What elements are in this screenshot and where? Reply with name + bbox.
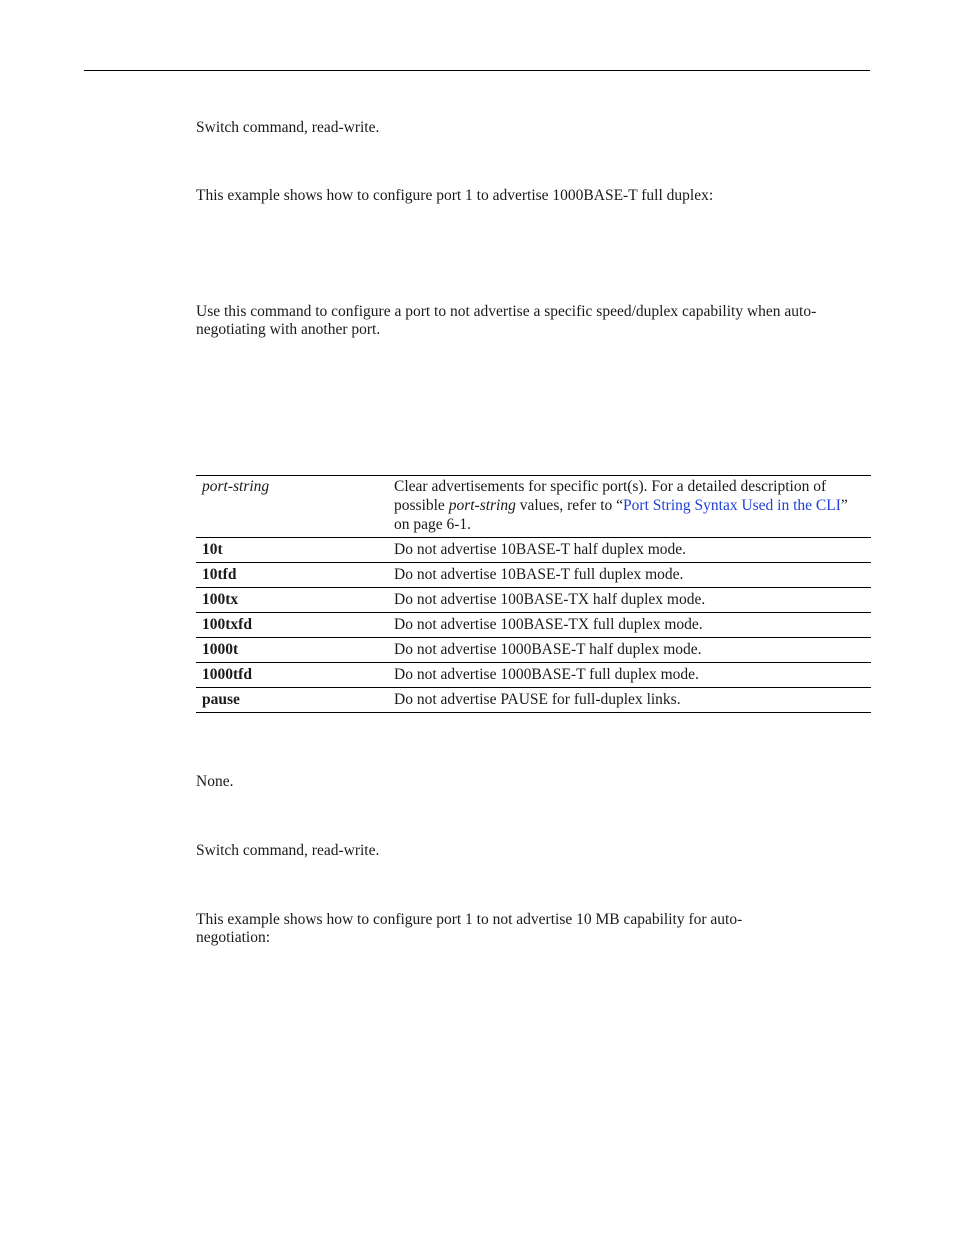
param-name: 100tx	[196, 588, 382, 613]
table-row	[196, 613, 871, 638]
desc-text: values, refer to “	[515, 497, 624, 514]
desc-text: ” on page 6-1.	[394, 497, 848, 533]
param-description: Do not advertise PAUSE for full-duplex links.	[382, 688, 871, 713]
mode-text-2: Switch command, read-write.	[196, 842, 380, 859]
param-name: 10tfd	[196, 563, 382, 588]
param-description: Do not advertise 100BASE-TX half duplex mode.	[382, 588, 871, 613]
desc-text: Clear advertisements for specific port(s). For a detailed description of possible	[394, 478, 827, 514]
desc-italic: port-string	[448, 497, 516, 514]
table-row	[196, 688, 871, 713]
param-description: Do not advertise 1000BASE-T full duplex mode.	[382, 663, 871, 688]
param-description: Do not advertise 10BASE-T full duplex mode.	[382, 563, 871, 588]
param-description: Do not advertise 100BASE-TX full duplex mode.	[382, 613, 871, 638]
defaults-text: None.	[196, 773, 234, 790]
mode-text-1: Switch command, read-write.	[196, 119, 380, 136]
example-text-2: This example shows how to configure port 1 to not advertise 10 MB capability for auto-negotiation:	[196, 911, 743, 946]
param-name: port-string	[196, 476, 382, 538]
example-text-1: This example shows how to configure port 1 to advertise 1000BASE-T full duplex:	[196, 187, 714, 204]
param-name: 10t	[196, 538, 382, 563]
header-rule	[84, 70, 870, 71]
param-description: Do not advertise 10BASE-T half duplex mode.	[382, 538, 871, 563]
param-name: 100txfd	[196, 613, 382, 638]
param-name: 1000tfd	[196, 663, 382, 688]
table-row	[196, 476, 871, 538]
parameters-table	[196, 475, 871, 713]
table-row	[196, 588, 871, 613]
table-row	[196, 663, 871, 688]
param-name: pause	[196, 688, 382, 713]
param-name: 1000t	[196, 638, 382, 663]
purpose-text: Use this command to configure a port to not advertise a specific speed/duplex capability when auto-negotiating with another port.	[196, 303, 817, 338]
table-row	[196, 538, 871, 563]
table-row	[196, 563, 871, 588]
param-description	[382, 476, 871, 538]
table-row	[196, 638, 871, 663]
param-description: Do not advertise 1000BASE-T half duplex mode.	[382, 638, 871, 663]
port-string-syntax-link[interactable]: Port String Syntax Used in the CLI	[623, 497, 841, 514]
